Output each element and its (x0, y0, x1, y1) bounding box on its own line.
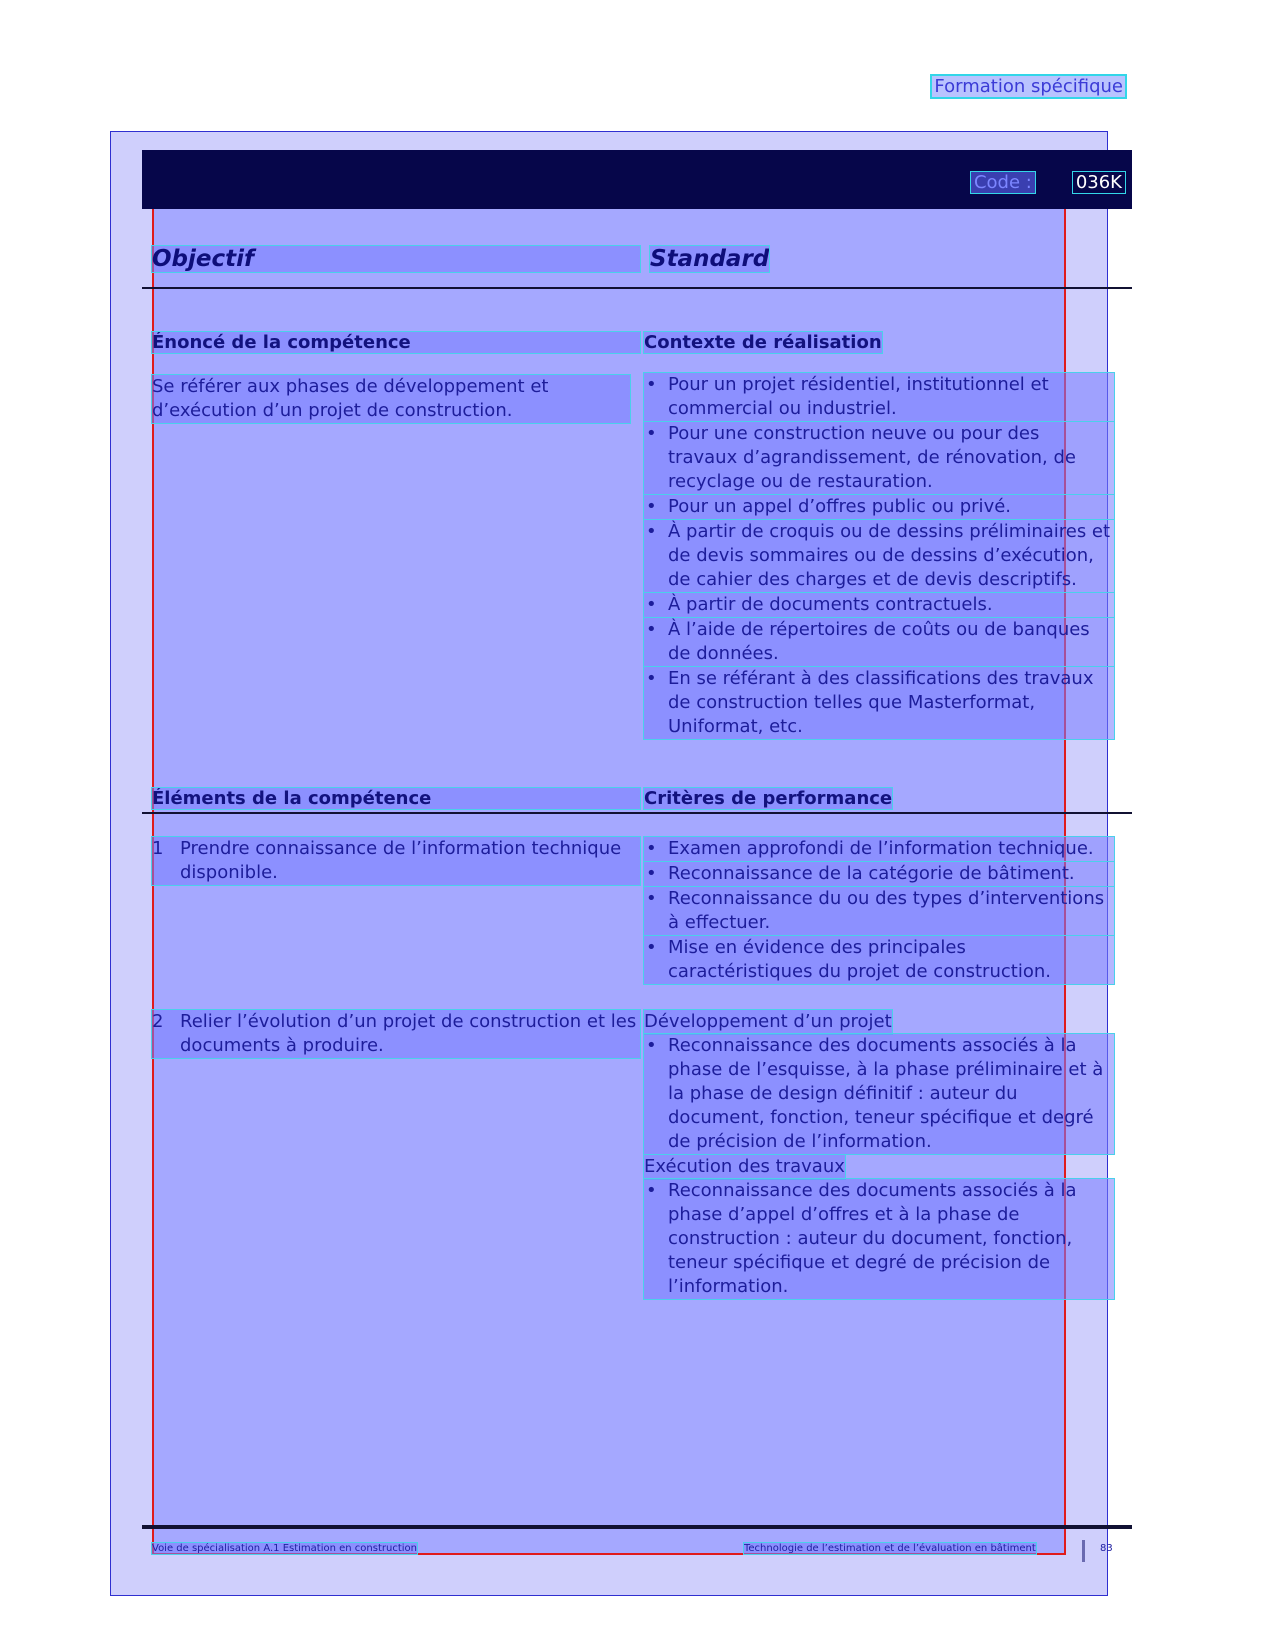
footer-rule (142, 1525, 1132, 1529)
context-item: • À partir de croquis ou de dessins préliminaires et de devis sommaires ou de dessins d’exécution, de cahier des charges et de devis descriptifs. (644, 520, 1114, 592)
header-program-label: Formation spécifique (934, 76, 1123, 97)
criteria-item: • Mise en évidence des principales caractéristiques du projet de construction. (644, 936, 1114, 984)
context-item: • À partir de documents contractuels. (644, 593, 1114, 617)
elements-heading-wrap (152, 788, 640, 809)
elements-rule (142, 812, 1132, 814)
element-item (152, 837, 640, 885)
element-number: 2 (152, 1011, 164, 1032)
code-label: Code : (971, 172, 1035, 193)
context-item: • Pour un projet résidentiel, institutionnel et commercial ou industriel. (644, 373, 1114, 421)
criteria-item: • Reconnaissance des documents associés à la phase d’appel d’offres et à la phase de construction : auteur du document, fonction, teneur spécifique et degré de précision de l’information. (644, 1179, 1114, 1299)
context-item: • Pour une construction neuve ou pour des travaux d’agrandissement, de rénovation, de recyclage ou de restauration. (644, 422, 1114, 494)
criteria-item: • Reconnaissance des documents associés à la phase de l’esquisse, à la phase préliminaire et à la phase de design définitif : auteur du document, fonction, teneur spécifique et degré de précision de l’information. (644, 1034, 1114, 1154)
context-item: • En se référant à des classifications des travaux de construction telles que Masterformat, Uniformat, etc. (644, 667, 1114, 739)
criteria-group-2 (644, 1010, 1124, 1300)
objectif-title-wrap (152, 246, 640, 272)
criteria-item: • Examen approfondi de l’information technique. (644, 837, 1114, 861)
criteria-heading: Critères de performance (644, 788, 893, 809)
context-item: • Pour un appel d’offres public ou privé. (644, 495, 1114, 519)
element-number: 1 (152, 838, 164, 859)
code-box (971, 172, 1125, 193)
footer-right-text: Technologie de l’estimation et de l’évaluation en bâtiment (744, 1543, 1036, 1554)
criteria-item: • Reconnaissance du ou des types d’interventions à effectuer. (644, 887, 1114, 935)
code-bar (142, 150, 1132, 209)
code-value: 036K (1073, 172, 1125, 193)
competence-text: Se référer aux phases de développement et d’exécution d’un projet de construction. (152, 375, 630, 423)
criteria-group-1 (644, 837, 1124, 985)
criteria-item: • Reconnaissance de la catégorie de bâtiment. (644, 862, 1114, 886)
page-number-bar (1082, 1540, 1085, 1562)
title-rule (142, 287, 1132, 289)
element-text: Relier l’évolution d’un projet de construction et les documents à produire. (180, 1011, 637, 1056)
standard-title-wrap (650, 246, 1130, 272)
page-number: 83 (1100, 1543, 1113, 1554)
context-item: • À l’aide de répertoires de coûts ou de banques de données. (644, 618, 1114, 666)
competence-block (152, 332, 640, 423)
footer-left-text: Voie de spécialisation A.1 Estimation en construction (152, 1543, 417, 1554)
criteria-list-3 (644, 1179, 1114, 1299)
context-list (644, 373, 1114, 739)
element-2 (152, 1010, 640, 1058)
standard-title: Standard (650, 246, 770, 272)
element-item (152, 1010, 640, 1058)
element-text: Prendre connaissance de l’information technique disponible. (180, 838, 622, 883)
objectif-title: Objectif (152, 246, 640, 272)
criteria-list-1 (644, 837, 1114, 984)
context-block (644, 332, 1124, 740)
competence-heading: Énoncé de la compétence (152, 332, 640, 353)
criteria-heading-wrap (644, 788, 1124, 809)
element-1 (152, 837, 640, 885)
criteria-list-2 (644, 1034, 1114, 1154)
context-heading: Contexte de réalisation (644, 332, 882, 353)
elements-heading: Éléments de la compétence (152, 788, 640, 809)
execution-label: Exécution des travaux (644, 1156, 845, 1177)
development-label: Développement d’un projet (644, 1011, 892, 1032)
